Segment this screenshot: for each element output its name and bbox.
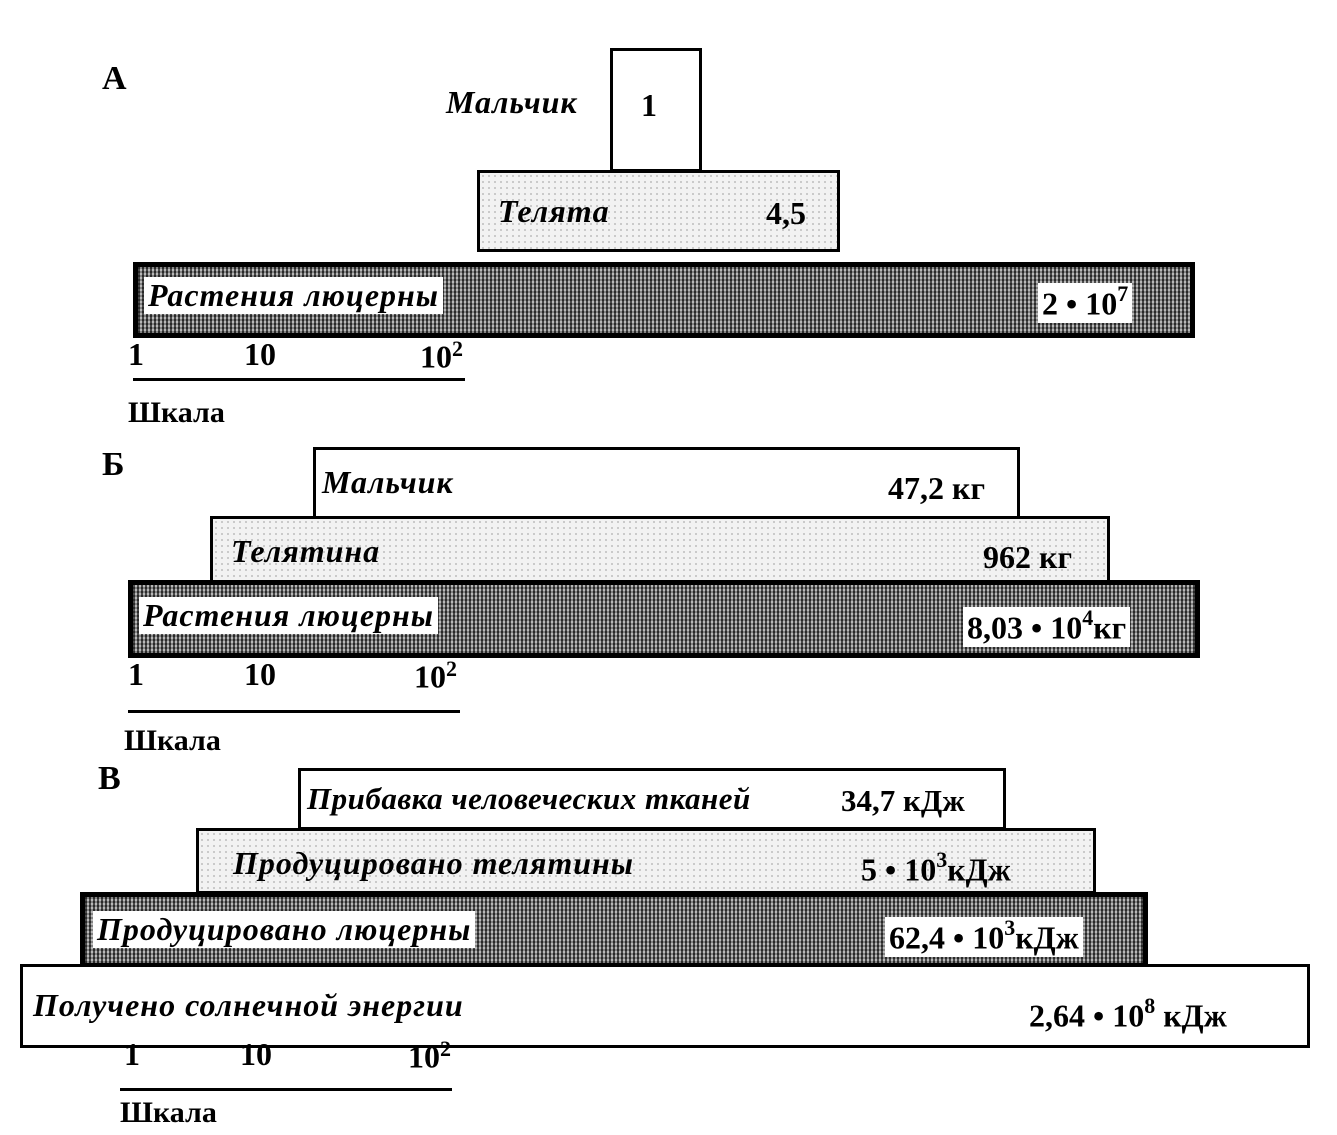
panel-c-scale-title: Шкала — [120, 1096, 217, 1129]
panel-c-scale-100-exp: 2 — [440, 1036, 451, 1061]
panel-a-boy-value: 1 — [641, 87, 657, 123]
panel-b-scale-100-exp: 2 — [446, 656, 457, 681]
panel-a-scale-10: 10 — [244, 336, 276, 372]
panel-c-human-bar — [298, 768, 1006, 830]
panel-b-letter: Б — [102, 446, 125, 483]
panel-c-solar-value — [1029, 995, 1227, 1035]
panel-a-scale-100-exp: 2 — [452, 336, 463, 361]
panel-b-boy-value: 47,2 кг — [888, 470, 985, 506]
panel-a-calves-bar — [477, 170, 840, 252]
panel-b-scale-title: Шкала — [124, 724, 221, 757]
panel-b-alfalfa-value-base: 8,03 • 10 — [967, 609, 1083, 646]
panel-b-scale-100-base: 10 — [414, 658, 446, 695]
panel-c-alfalfa-value-exp: 3 — [1004, 915, 1016, 940]
panel-c-scale-1: 1 — [124, 1036, 140, 1072]
panel-a-scale-line — [133, 378, 465, 381]
panel-b-veal-value: 962 кг — [983, 539, 1072, 575]
panel-c-scale-10: 10 — [240, 1036, 272, 1072]
panel-a-alfalfa-label: Растения люцерны — [144, 277, 443, 314]
panel-a-scale-100-base: 10 — [420, 338, 452, 375]
panel-a-scale-title: Шкала — [128, 396, 225, 429]
panel-b-boy-bar — [313, 447, 1020, 523]
panel-a-alfalfa-value — [1038, 283, 1132, 323]
panel-b-scale-10: 10 — [244, 656, 276, 692]
panel-a-alfalfa-value-exp: 7 — [1117, 281, 1129, 306]
panel-c-solar-bar — [20, 964, 1310, 1048]
panel-c-alfalfa-value — [885, 917, 1083, 957]
panel-b-alfalfa-value-exp: 4 — [1082, 605, 1094, 630]
panel-c-alfalfa-bar — [80, 892, 1148, 968]
panel-a-alfalfa-bar — [133, 262, 1195, 338]
panel-c-veal-value — [861, 849, 1011, 889]
panel-b-scale-1: 1 — [128, 656, 144, 692]
panel-b-scale-100 — [414, 656, 457, 696]
panel-c-veal-value-base: 5 • 10 — [861, 851, 937, 888]
panel-c-letter: В — [98, 760, 121, 797]
panel-a-scale-1: 1 — [128, 336, 144, 372]
panel-a-alfalfa-value-base: 2 • 10 — [1042, 285, 1118, 322]
panel-c-solar-value-unit: кДж — [1163, 997, 1227, 1034]
panel-c-human-label: Прибавка человеческих тканей — [307, 781, 751, 816]
panel-a-letter: А — [102, 60, 127, 97]
panel-a-calves-label: Телята — [498, 193, 610, 229]
panel-c-solar-label: Получено солнечной энергии — [33, 987, 464, 1023]
panel-a-calves-value: 4,5 — [766, 195, 806, 231]
panel-c-veal-bar — [196, 828, 1096, 894]
panel-b-alfalfa-value — [963, 607, 1130, 647]
panel-c-alfalfa-value-unit: кДж — [1015, 919, 1079, 956]
panel-b-scale-line — [128, 710, 460, 713]
panel-b-veal-bar — [210, 516, 1110, 590]
panel-a-scale-100 — [420, 336, 463, 376]
panel-c-human-value: 34,7 кДж — [841, 783, 965, 818]
panel-c-scale-100 — [408, 1036, 451, 1076]
panel-c-alfalfa-value-base: 62,4 • 10 — [889, 919, 1005, 956]
panel-c-veal-value-exp: 3 — [936, 847, 948, 872]
panel-c-veal-value-unit: кДж — [947, 851, 1011, 888]
panel-b-veal-label: Телятина — [231, 533, 381, 569]
panel-c-solar-value-exp: 8 — [1144, 993, 1156, 1018]
panel-b-boy-label: Мальчик — [322, 464, 454, 500]
panel-c-scale-100-base: 10 — [408, 1038, 440, 1075]
panel-b-alfalfa-label: Растения люцерны — [139, 597, 438, 634]
panel-c-alfalfa-label: Продуцировано люцерны — [93, 911, 475, 948]
panel-b-alfalfa-value-unit: кг — [1093, 609, 1127, 646]
panel-c-scale-line — [120, 1088, 452, 1091]
panel-a-boy-label: Мальчик — [446, 84, 578, 120]
panel-a-boy-bar — [610, 48, 702, 172]
panel-c-veal-label: Продуцировано телятины — [233, 845, 634, 881]
panel-b-alfalfa-bar — [128, 580, 1200, 658]
panel-c-solar-value-base: 2,64 • 10 — [1029, 997, 1145, 1034]
